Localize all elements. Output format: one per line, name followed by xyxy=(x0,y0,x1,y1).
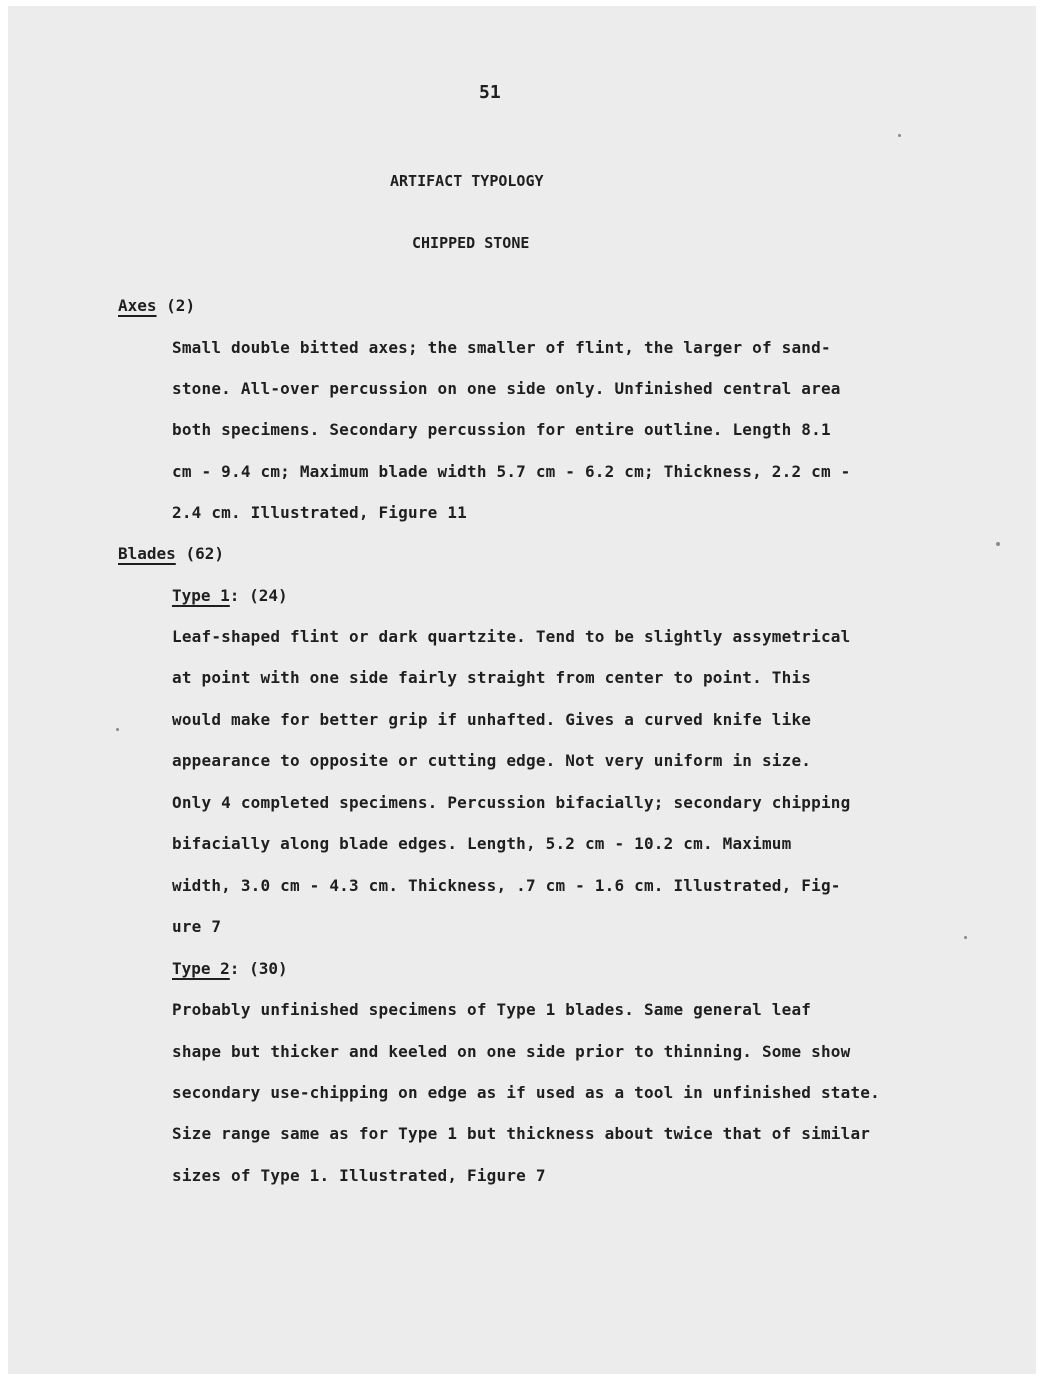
type1-text-line: ure 7 xyxy=(172,917,222,936)
type1-text-line: Leaf-shaped flint or dark quartzite. Tend to be slightly assymetrical xyxy=(172,627,851,646)
section-count-axes: (2) xyxy=(166,296,196,315)
type1-text-line: Only 4 completed specimens. Percussion bifacially; secondary chipping xyxy=(172,793,851,812)
section-label-axes: Axes xyxy=(118,296,157,315)
section-heading-blades xyxy=(118,544,224,563)
document-page xyxy=(8,6,1036,1374)
scan-speck xyxy=(116,728,119,731)
axes-text-line: Small double bitted axes; the smaller of flint, the larger of sand- xyxy=(172,338,831,357)
type1-text-line: width, 3.0 cm - 4.3 cm. Thickness, .7 cm - 1.6 cm. Illustrated, Fig- xyxy=(172,876,841,895)
subsection-count-type-2: (30) xyxy=(249,959,288,978)
subsection-label-type-2: Type 2 xyxy=(172,959,230,978)
page-subtitle: CHIPPED STONE xyxy=(412,234,530,252)
axes-text-line: both specimens. Secondary percussion for entire outline. Length 8.1 xyxy=(172,420,831,439)
type2-text-line: secondary use-chipping on edge as if used as a tool in unfinished state. xyxy=(172,1083,880,1102)
type1-text-line: at point with one side fairly straight from center to point. This xyxy=(172,668,812,687)
subsection-label-type-1: Type 1 xyxy=(172,586,230,605)
type2-text-line: sizes of Type 1. Illustrated, Figure 7 xyxy=(172,1166,546,1185)
type2-text-line: Probably unfinished specimens of Type 1 blades. Same general leaf xyxy=(172,1000,812,1019)
type1-text-line: bifacially along blade edges. Length, 5.2 cm - 10.2 cm. Maximum xyxy=(172,834,792,853)
axes-text-line: cm - 9.4 cm; Maximum blade width 5.7 cm - 6.2 cm; Thickness, 2.2 cm - xyxy=(172,462,851,481)
subsection-count-type-1: (24) xyxy=(249,586,288,605)
subsection-heading-type-1 xyxy=(172,586,288,605)
type2-text-line: shape but thicker and keeled on one side prior to thinning. Some show xyxy=(172,1042,851,1061)
scan-speck xyxy=(964,936,967,939)
type1-text-line: appearance to opposite or cutting edge. Not very uniform in size. xyxy=(172,751,812,770)
scan-speck xyxy=(996,542,1000,546)
subsection-heading-type-2 xyxy=(172,959,288,978)
subsection-separator: : xyxy=(229,586,240,605)
section-heading-axes xyxy=(118,296,195,315)
page-title: ARTIFACT TYPOLOGY xyxy=(390,172,544,190)
page-number: 51 xyxy=(479,82,501,103)
section-count-blades: (62) xyxy=(185,544,224,563)
axes-text-line: stone. All-over percussion on one side only. Unfinished central area xyxy=(172,379,841,398)
subsection-separator: : xyxy=(229,959,240,978)
type2-text-line: Size range same as for Type 1 but thickness about twice that of similar xyxy=(172,1124,871,1143)
scan-speck xyxy=(898,134,901,137)
type1-text-line: would make for better grip if unhafted. Gives a curved knife like xyxy=(172,710,812,729)
axes-text-line: 2.4 cm. Illustrated, Figure 11 xyxy=(172,503,467,522)
section-label-blades: Blades xyxy=(118,544,176,563)
